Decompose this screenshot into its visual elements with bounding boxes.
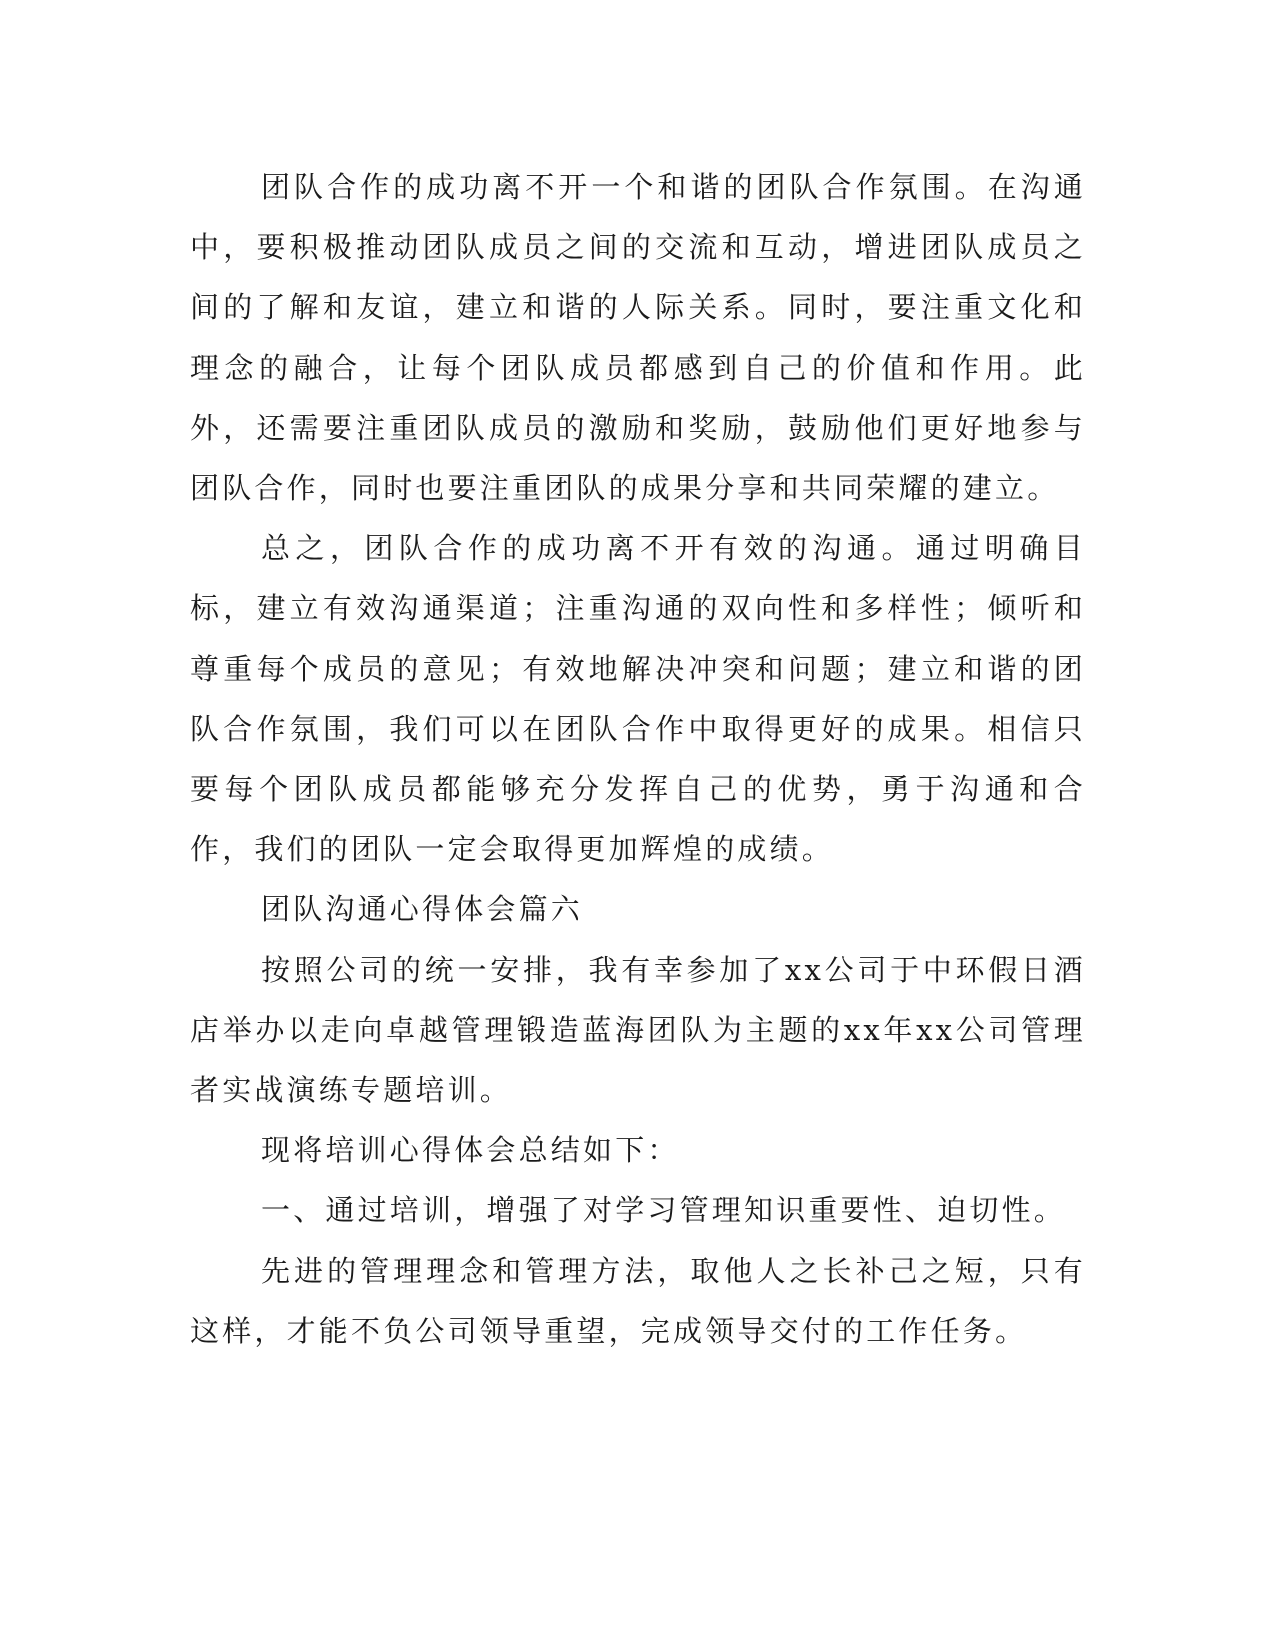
paragraph-training-intro: 按照公司的统一安排，我有幸参加了xx公司于中环假日酒店举办以走向卓越管理锻造蓝海团队为主题的xx年xx公司管理者实战演练专题培训。 (190, 952, 1086, 1108)
paragraph-conclusion: 总之，团队合作的成功离不开有效的沟通。通过明确目标，建立有效沟通渠道；注重沟通的双向性和多样性；倾听和尊重每个成员的意见；有效地解决冲突和问题；建立和谐的团队合作氛围，我们可以在团队合作中取得更好的成果。相信只要每个团队成员都能够充分发挥自己的优势，勇于沟通和合作，我们的团队一定会取得更加辉煌的成绩。 (190, 531, 1086, 867)
document-body (190, 157, 1086, 1361)
paragraph-summary-lead: 现将培训心得体会总结如下： (261, 1133, 680, 1168)
paragraph-point-one: 一、通过培训，增强了对学习管理知识重要性、迫切性。 (261, 1193, 1067, 1228)
paragraph-management-methods: 先进的管理理念和管理方法，取他人之长补己之短，只有这样，才能不负公司领导重望，完成领导交付的工作任务。 (190, 1253, 1086, 1348)
section-heading: 团队沟通心得体会篇六 (261, 892, 584, 927)
paragraph-team-atmosphere: 团队合作的成功离不开一个和谐的团队合作氛围。在沟通中，要积极推动团队成员之间的交流和互动，增进团队成员之间的了解和友谊，建立和谐的人际关系。同时，要注重文化和理念的融合，让每个团队成员都感到自己的价值和作用。此外，还需要注重团队成员的激励和奖励，鼓励他们更好地参与团队合作，同时也要注重团队的成果分享和共同荣耀的建立。 (190, 170, 1086, 506)
